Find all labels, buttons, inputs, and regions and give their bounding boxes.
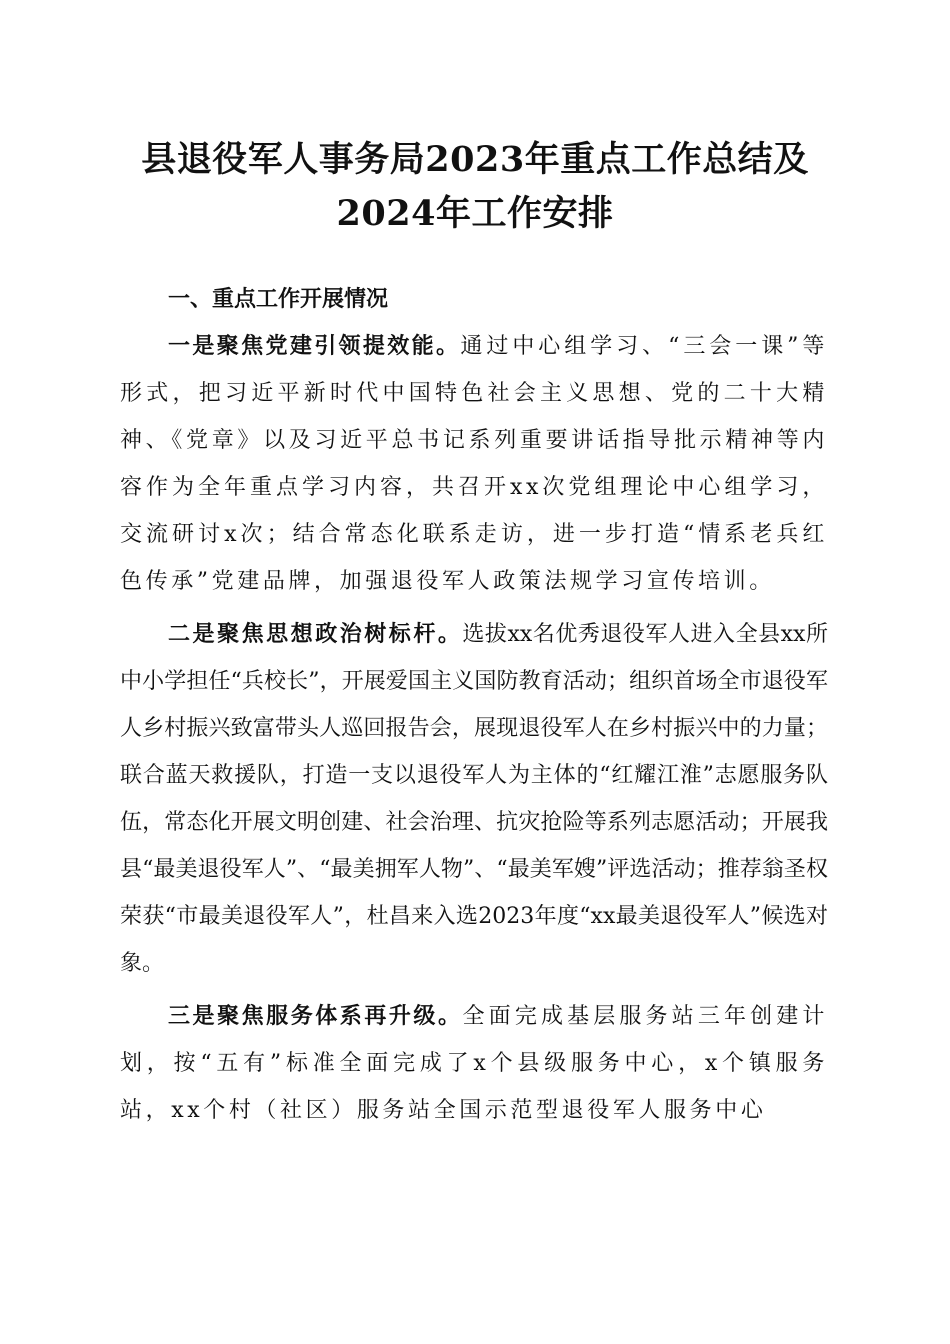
paragraph-lead: 一是聚焦党建引领提效能。 [168, 333, 461, 359]
document-body [120, 276, 828, 1134]
paragraph-lead: 三是聚焦服务体系再升级。 [168, 1003, 463, 1029]
paragraph-lead: 二是聚焦思想政治树标杆。 [168, 621, 463, 647]
title-line-2: 2024年工作安排 [336, 193, 614, 234]
paragraph-text: 全面完成基层服务站三年创建计划，按“五有”标准全面完成了x个县级服务中心，x个镇服务站，xx个村（社区）服务站全国示范型退役军人服务中心 [120, 1004, 828, 1123]
paragraph-text: 选拔xx名优秀退役军人进入全县xx所中小学担任“兵校长”，开展爱国主义国防教育活动；组织首场全市退役军人乡村振兴致富带头人巡回报告会，展现退役军人在乡村振兴中的力量；联合蓝天救援队，打造一支以退役军人为主体的“红耀江淮”志愿服务队伍，常态化开展文明创建、社会治理、抗灾抢险等系列志愿活动；开展我县“最美退役军人”、“最美拥军人物”、“最美军嫂”评选活动；推荐翁圣权荣获“市最美退役军人”，杜昌来入选2023年度“xx最美退役军人”候选对象。 [120, 622, 828, 976]
paragraph-2 [120, 611, 828, 987]
document-title [120, 133, 830, 241]
paragraph-3 [120, 993, 828, 1134]
section-heading: 一、重点工作开展情况 [168, 287, 389, 312]
paragraph-1 [120, 323, 828, 605]
title-line-1: 县退役军人事务局2023年重点工作总结及 [141, 139, 809, 180]
paragraph-text: 通过中心组学习、“三会一课”等形式，把习近平新时代中国特色社会主义思想、党的二十大精神、《党章》以及习近平总书记系列重要讲话指导批示精神等内容作为全年重点学习内容，共召开xx次党组理论中心组学习，交流研讨x次；结合常态化联系走访，进一步打造“情系老兵红色传承”党建品牌，加强退役军人政策法规学习宣传培训。 [120, 334, 828, 594]
